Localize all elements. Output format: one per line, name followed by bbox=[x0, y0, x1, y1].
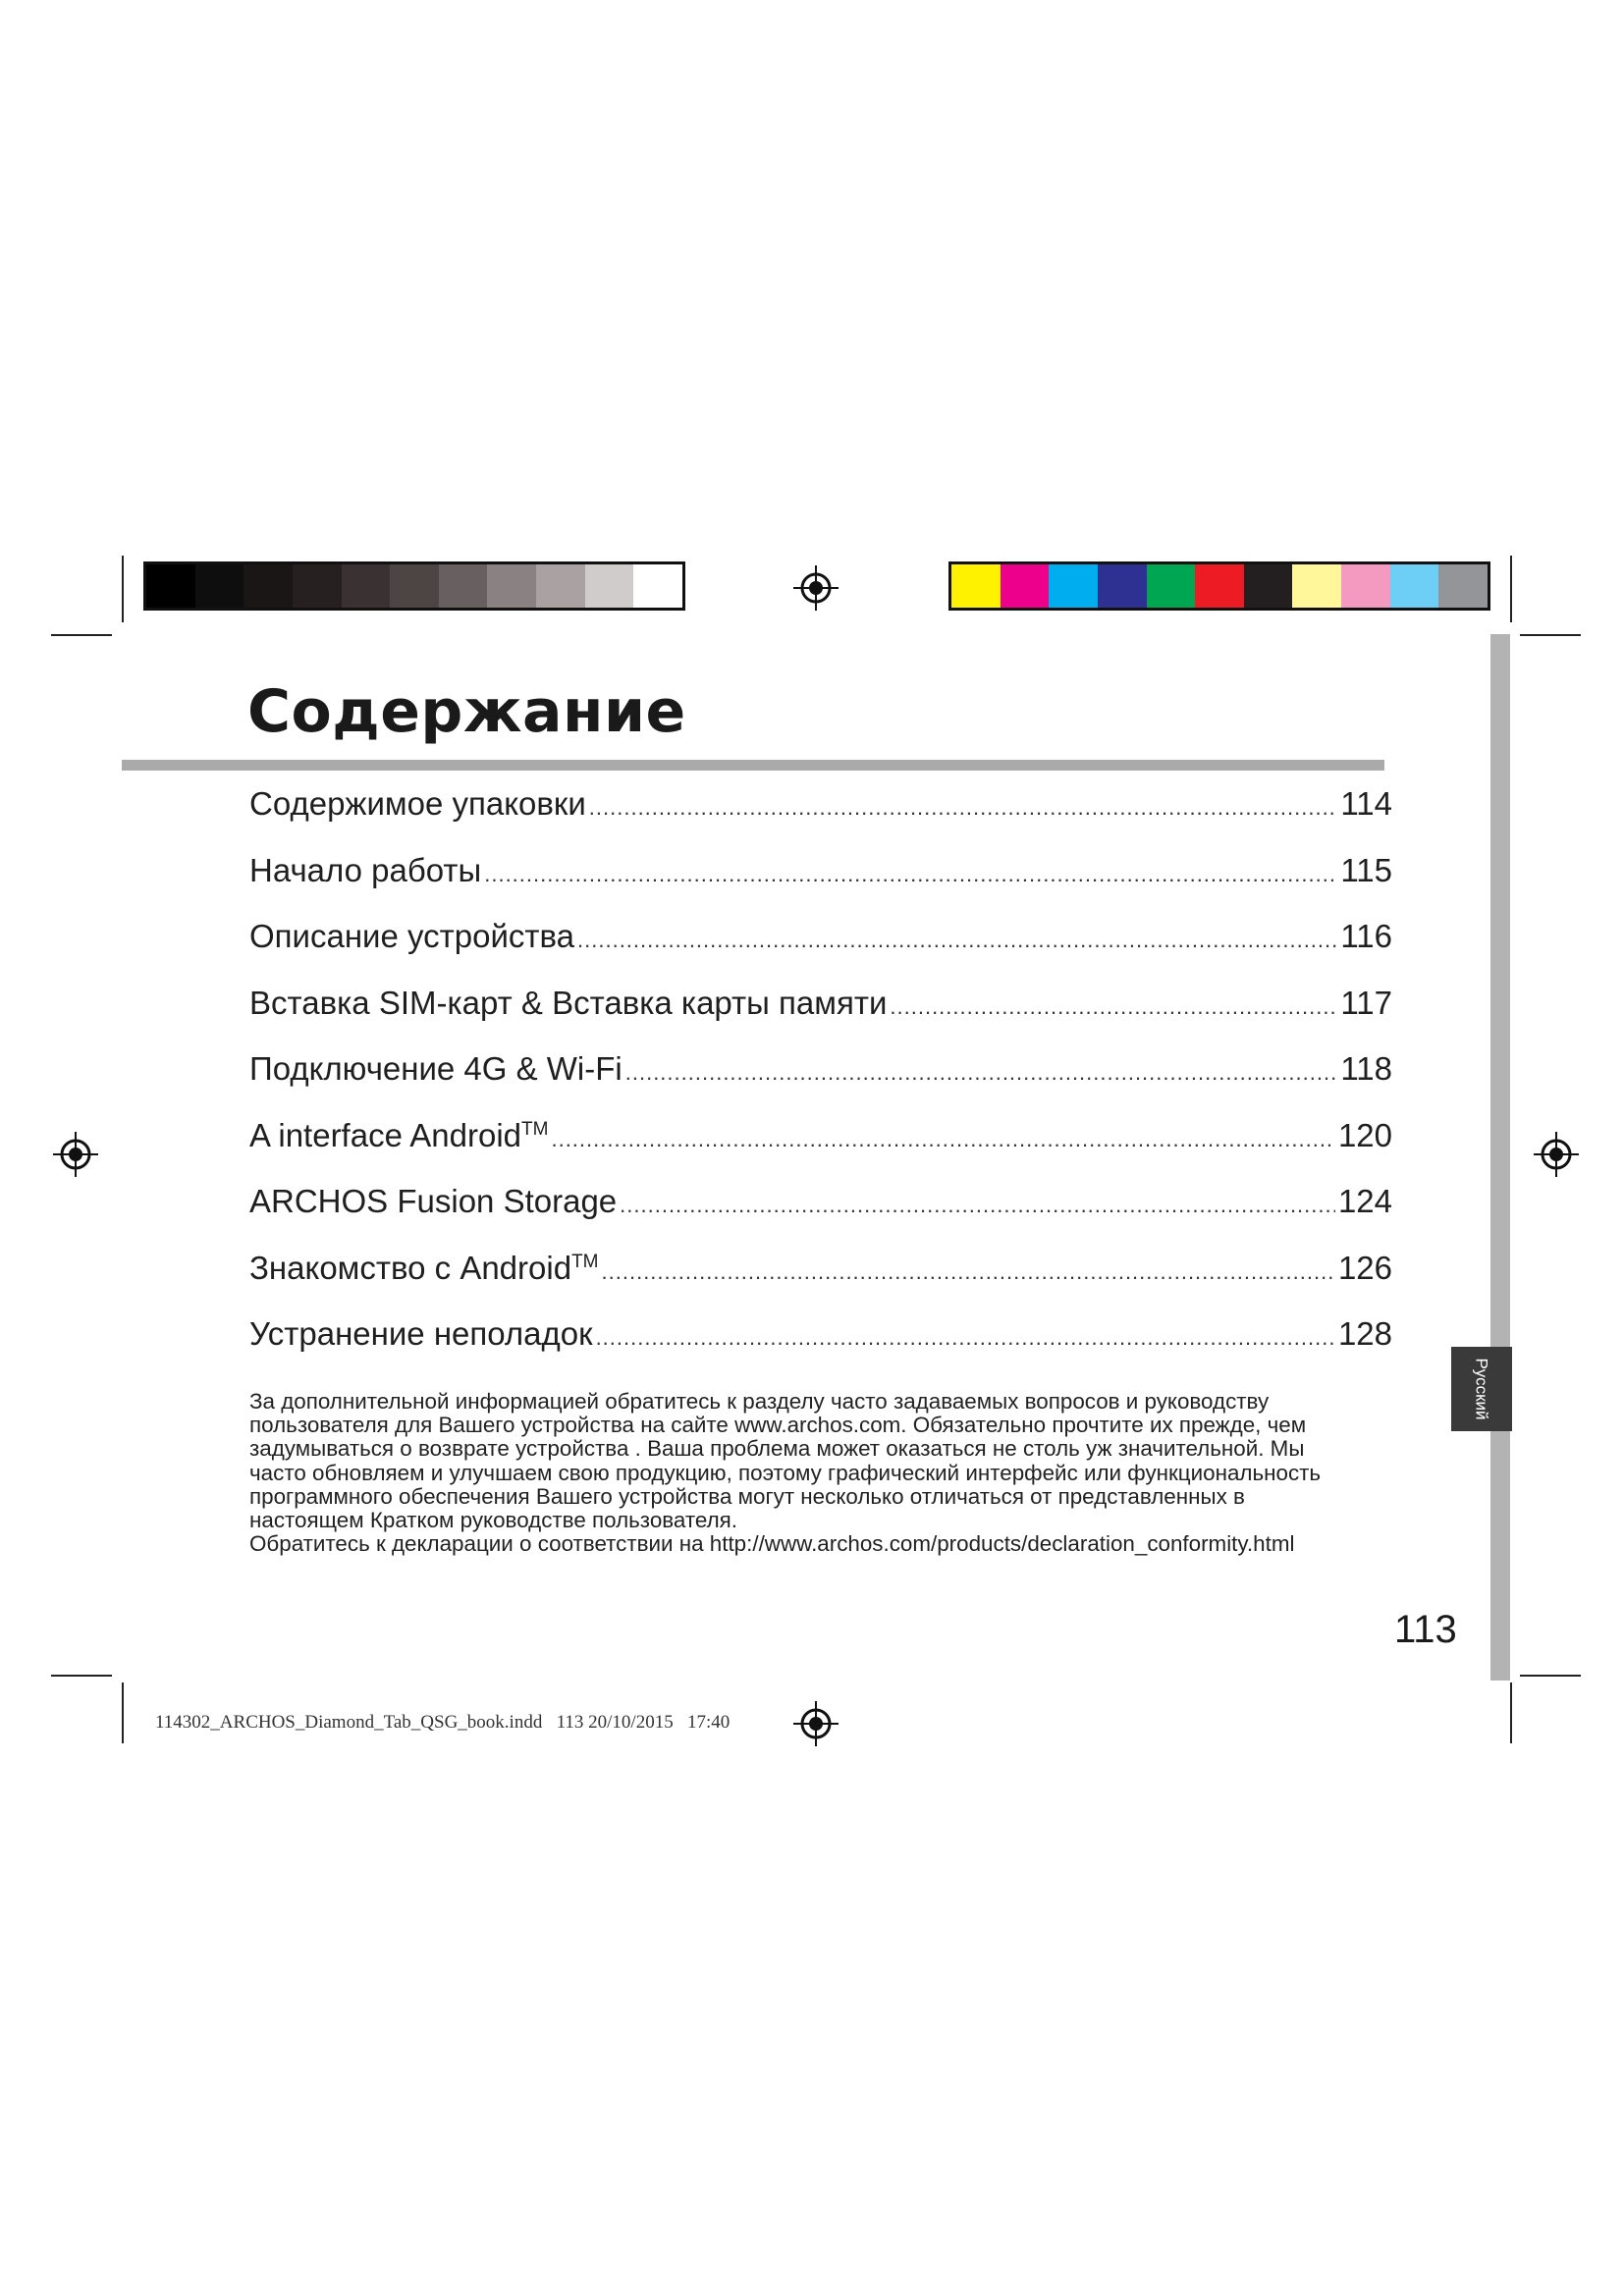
language-tab-label: Русский bbox=[1473, 1358, 1492, 1420]
toc-entry-label: Подключение 4G & Wi-Fi bbox=[249, 1050, 623, 1087]
toc-entry-page: 115 bbox=[1340, 851, 1392, 888]
color-swatch bbox=[487, 564, 536, 608]
grayscale-color-bar bbox=[143, 561, 685, 611]
print-slug bbox=[155, 1712, 730, 1734]
toc-entry-label: Устранение неполадок bbox=[249, 1315, 593, 1352]
toc-entry[interactable] bbox=[249, 785, 1392, 834]
process-color-bar bbox=[948, 561, 1490, 611]
registration-mark-icon bbox=[1534, 1132, 1579, 1177]
color-swatch bbox=[439, 564, 488, 608]
slug-date: 20/10/2015 17:40 bbox=[588, 1712, 731, 1733]
toc-leader-dots bbox=[551, 1127, 1334, 1152]
crop-mark bbox=[1520, 1675, 1581, 1677]
toc-leader-dots bbox=[596, 1325, 1335, 1351]
title-underline bbox=[122, 760, 1384, 771]
crop-mark bbox=[122, 1682, 124, 1743]
crop-mark bbox=[1510, 1682, 1512, 1743]
color-swatch bbox=[1244, 564, 1293, 608]
toc-leader-dots bbox=[602, 1259, 1335, 1285]
page-title: Содержание bbox=[247, 677, 686, 746]
color-swatch bbox=[536, 564, 585, 608]
info-note bbox=[249, 1390, 1379, 1556]
color-swatch bbox=[1098, 564, 1147, 608]
crop-mark bbox=[51, 634, 112, 636]
color-swatch bbox=[1147, 564, 1196, 608]
color-swatch bbox=[633, 564, 682, 608]
language-tab bbox=[1451, 1347, 1512, 1431]
crop-mark bbox=[1520, 634, 1581, 636]
toc-entry-label: Содержимое упаковки bbox=[249, 785, 586, 822]
toc-entry-page: 124 bbox=[1337, 1183, 1392, 1219]
color-swatch bbox=[244, 564, 293, 608]
color-swatch bbox=[1390, 564, 1439, 608]
toc-entry-label: Вставка SIM-карт & Вставка карты памяти bbox=[249, 984, 888, 1021]
color-swatch bbox=[585, 564, 634, 608]
toc-entry[interactable] bbox=[249, 1250, 1392, 1299]
toc-entry[interactable] bbox=[249, 1183, 1392, 1232]
registration-mark-icon bbox=[793, 1701, 839, 1746]
page-number: 113 bbox=[1394, 1608, 1457, 1651]
toc-entry-label: A interface Android™ bbox=[249, 1116, 549, 1153]
toc-entry[interactable] bbox=[249, 1050, 1392, 1099]
toc-entry-label: Начало работы bbox=[249, 851, 482, 888]
toc-entry-page: 120 bbox=[1337, 1116, 1392, 1153]
crop-mark bbox=[122, 556, 124, 622]
note-line: программного обеспечения Вашего устройства могут несколько отличаться от представленных в bbox=[249, 1483, 1245, 1509]
color-swatch bbox=[1195, 564, 1244, 608]
toc-entry[interactable] bbox=[249, 1315, 1392, 1364]
color-swatch bbox=[195, 564, 244, 608]
registration-mark-icon bbox=[793, 565, 839, 611]
toc-entry-label: Знакомство с Android™ bbox=[249, 1249, 599, 1286]
toc-leader-dots bbox=[890, 994, 1337, 1020]
note-line: задумываться о возврате устройства . Ваша проблема может оказаться не столь уж значительной. Мы bbox=[249, 1436, 1305, 1462]
note-line: часто обновляем и улучшаем свою продукцию, поэтому графический интерфейс или функциональность bbox=[249, 1460, 1322, 1485]
toc-entry-label: Описание устройства bbox=[249, 918, 575, 954]
color-swatch bbox=[293, 564, 342, 608]
color-swatch bbox=[146, 564, 195, 608]
toc-entry-page: 126 bbox=[1337, 1249, 1392, 1286]
color-swatch bbox=[1292, 564, 1341, 608]
color-swatch bbox=[951, 564, 1001, 608]
color-swatch bbox=[390, 564, 439, 608]
crop-mark bbox=[1510, 556, 1512, 622]
toc-entry[interactable] bbox=[249, 1117, 1392, 1166]
note-line: пользователя для Вашего устройства на сайте www.archos.com. Обязательно прочтите их прежде, чем bbox=[249, 1413, 1307, 1438]
toc-leader-dots bbox=[625, 1060, 1338, 1086]
note-line-declaration-link[interactable]: Обратитесь к декларации о соответствии на http://www.archos.com/products/declaration_conformity.html bbox=[249, 1531, 1295, 1557]
side-bar bbox=[1490, 634, 1510, 1681]
color-swatch bbox=[1001, 564, 1050, 608]
color-swatch bbox=[342, 564, 391, 608]
note-line: За дополнительной информацией обратитесь к разделу часто задаваемых вопросов и руководству bbox=[249, 1389, 1270, 1414]
toc-entry-page: 128 bbox=[1337, 1315, 1392, 1352]
color-swatch bbox=[1049, 564, 1098, 608]
crop-mark bbox=[51, 1675, 112, 1677]
toc-entry-page: 116 bbox=[1340, 918, 1392, 954]
toc-entry-page: 117 bbox=[1340, 984, 1392, 1021]
toc-entry[interactable] bbox=[249, 985, 1392, 1034]
toc-entry[interactable] bbox=[249, 852, 1392, 901]
toc-leader-dots bbox=[589, 795, 1338, 821]
toc-leader-dots bbox=[620, 1193, 1335, 1218]
registration-mark-icon bbox=[53, 1132, 98, 1177]
color-swatch bbox=[1341, 564, 1390, 608]
toc-entry-label: ARCHOS Fusion Storage bbox=[249, 1183, 618, 1219]
color-swatch bbox=[1438, 564, 1488, 608]
note-line: настоящем Кратком руководстве пользователя. bbox=[249, 1508, 737, 1533]
toc-entry-page: 114 bbox=[1340, 785, 1392, 822]
toc-entry[interactable] bbox=[249, 918, 1392, 967]
toc-leader-dots bbox=[577, 928, 1337, 953]
toc-leader-dots bbox=[484, 862, 1337, 887]
toc-entry-page: 118 bbox=[1340, 1050, 1392, 1087]
slug-filename: 114302_ARCHOS_Diamond_Tab_QSG_book.indd 113 bbox=[155, 1712, 584, 1733]
